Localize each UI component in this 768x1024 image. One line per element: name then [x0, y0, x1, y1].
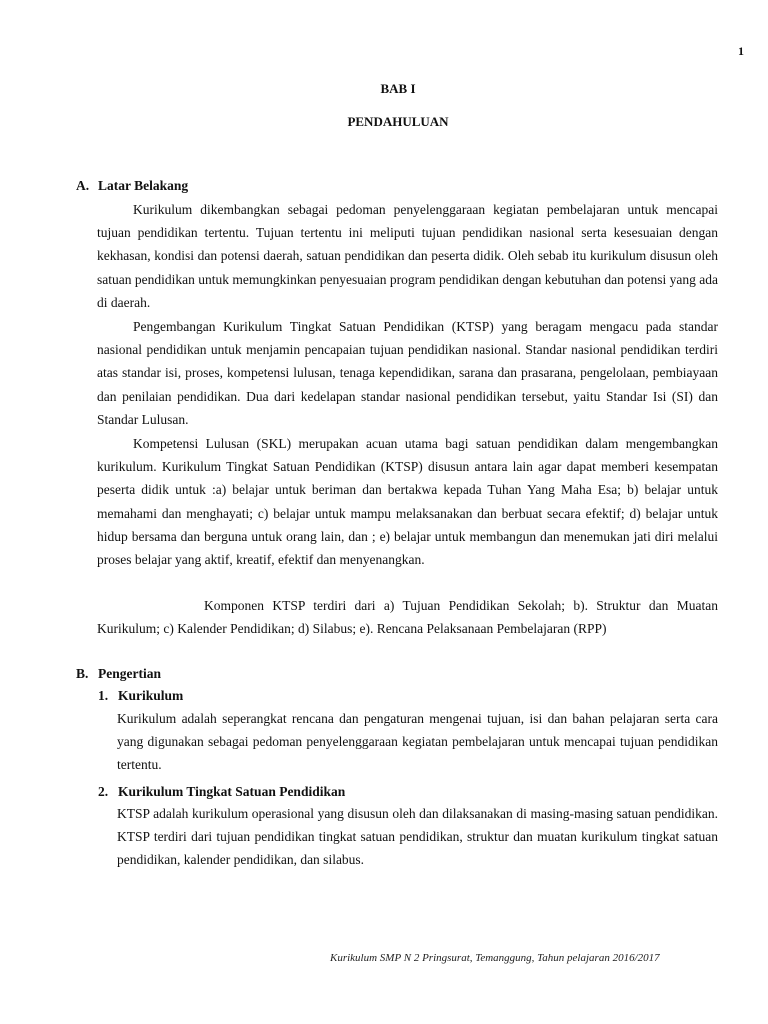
section-b-letter: B.	[76, 666, 89, 681]
section-a-letter: A.	[76, 178, 90, 193]
subsection-kurikulum-title: Kurikulum	[118, 688, 184, 703]
section-a-title: Latar Belakang	[98, 178, 189, 193]
paragraph-ktsp-definition: KTSP adalah kurikulum operasional yang disusun oleh dan dilaksanakan di masing-masing satuan pendidikan. KTSP terdiri dari tujuan pendidikan tingkat satuan pendidikan, struktur dan muatan kurikulum tingkat satuan pendidikan, kalender pendidikan, dan silabus.	[117, 806, 718, 868]
subsection-kurikulum-number: 1.	[98, 688, 109, 703]
section-b-heading	[76, 666, 161, 682]
subsection-ktsp-title: Kurikulum Tingkat Satuan Pendidikan	[118, 784, 346, 799]
chapter-title: PENDAHULUAN	[347, 114, 449, 129]
paragraph-latar-belakang-3: Kompetensi Lulusan (SKL) merupakan acuan utama bagi satuan pendidikan dalam mengembangkan kurikulum. Kurikulum Tingkat Satuan Pendidikan (KTSP) disusun antara lain agar dapat memberi kesempatan peserta didik untuk :a) belajar untuk beriman dan bertakwa kepada Tuhan Yang Maha Esa; b) belajar untuk memahami dan menghayati; c) belajar untuk mampu melaksanakan dan berbuat secara efektif; d) belajar untuk hidup bersama dan berguna untuk orang lain, dan ; e) belajar untuk membangun dan menemukan jati diri melalui proses belajar yang aktif, kreatif, efektif dan menyenangkan.	[97, 436, 718, 568]
page-number: 1	[738, 44, 744, 58]
section-a-heading	[76, 178, 188, 194]
paragraph-latar-belakang-2: Pengembangan Kurikulum Tingkat Satuan Pendidikan (KTSP) yang beragam mengacu pada standar nasional pendidikan untuk menjamin pencapaian tujuan pendidikan nasional. Standar nasional pendidikan terdiri atas standar isi, proses, kompetensi lulusan, tenaga kependidikan, sarana dan prasarana, pengelolaan, pembiayaan dan penilaian pendidikan. Dua dari kedelapan standar nasional pendidikan tersebut, yaitu Standar Isi (SI) dan Standar Lulusan.	[97, 319, 718, 427]
subsection-ktsp-heading	[98, 784, 345, 800]
paragraph-latar-belakang-4: Komponen KTSP terdiri dari a) Tujuan Pendidikan Sekolah; b). Struktur dan Muatan Kurikulum; c) Kalender Pendidikan; d) Silabus; e). Rencana Pelaksanaan Pembelajaran (RPP)	[97, 598, 718, 637]
subsection-ktsp-number: 2.	[98, 784, 109, 799]
section-b-title: Pengertian	[98, 666, 161, 681]
paragraph-kurikulum-definition: Kurikulum adalah seperangkat rencana dan pengaturan mengenai tujuan, isi dan bahan pelajaran serta cara yang digunakan sebagai pedoman penyelenggaraan kegiatan pembelajaran untuk mencapai tujuan pendidikan tertentu.	[117, 711, 718, 773]
chapter-number: BAB I	[380, 81, 416, 96]
page-footer: Kurikulum SMP N 2 Pringsurat, Temanggung, Tahun pelajaran 2016/2017	[330, 952, 660, 964]
paragraph-latar-belakang-1: Kurikulum dikembangkan sebagai pedoman penyelenggaraan kegiatan pembelajaran untuk mencapai tujuan pendidikan tertentu. Tujuan tertentu ini meliputi tujuan pendidikan nasional serta kesesuaian dengan kekhasan, kondisi dan potensi daerah, satuan pendidikan dan peserta didik. Oleh sebab itu kurikulum disusun oleh satuan pendidikan untuk memungkinkan penyesuaian program pendidikan dengan kebutuhan dan potensi yang ada di daerah.	[97, 202, 718, 310]
subsection-kurikulum-heading	[98, 688, 183, 704]
